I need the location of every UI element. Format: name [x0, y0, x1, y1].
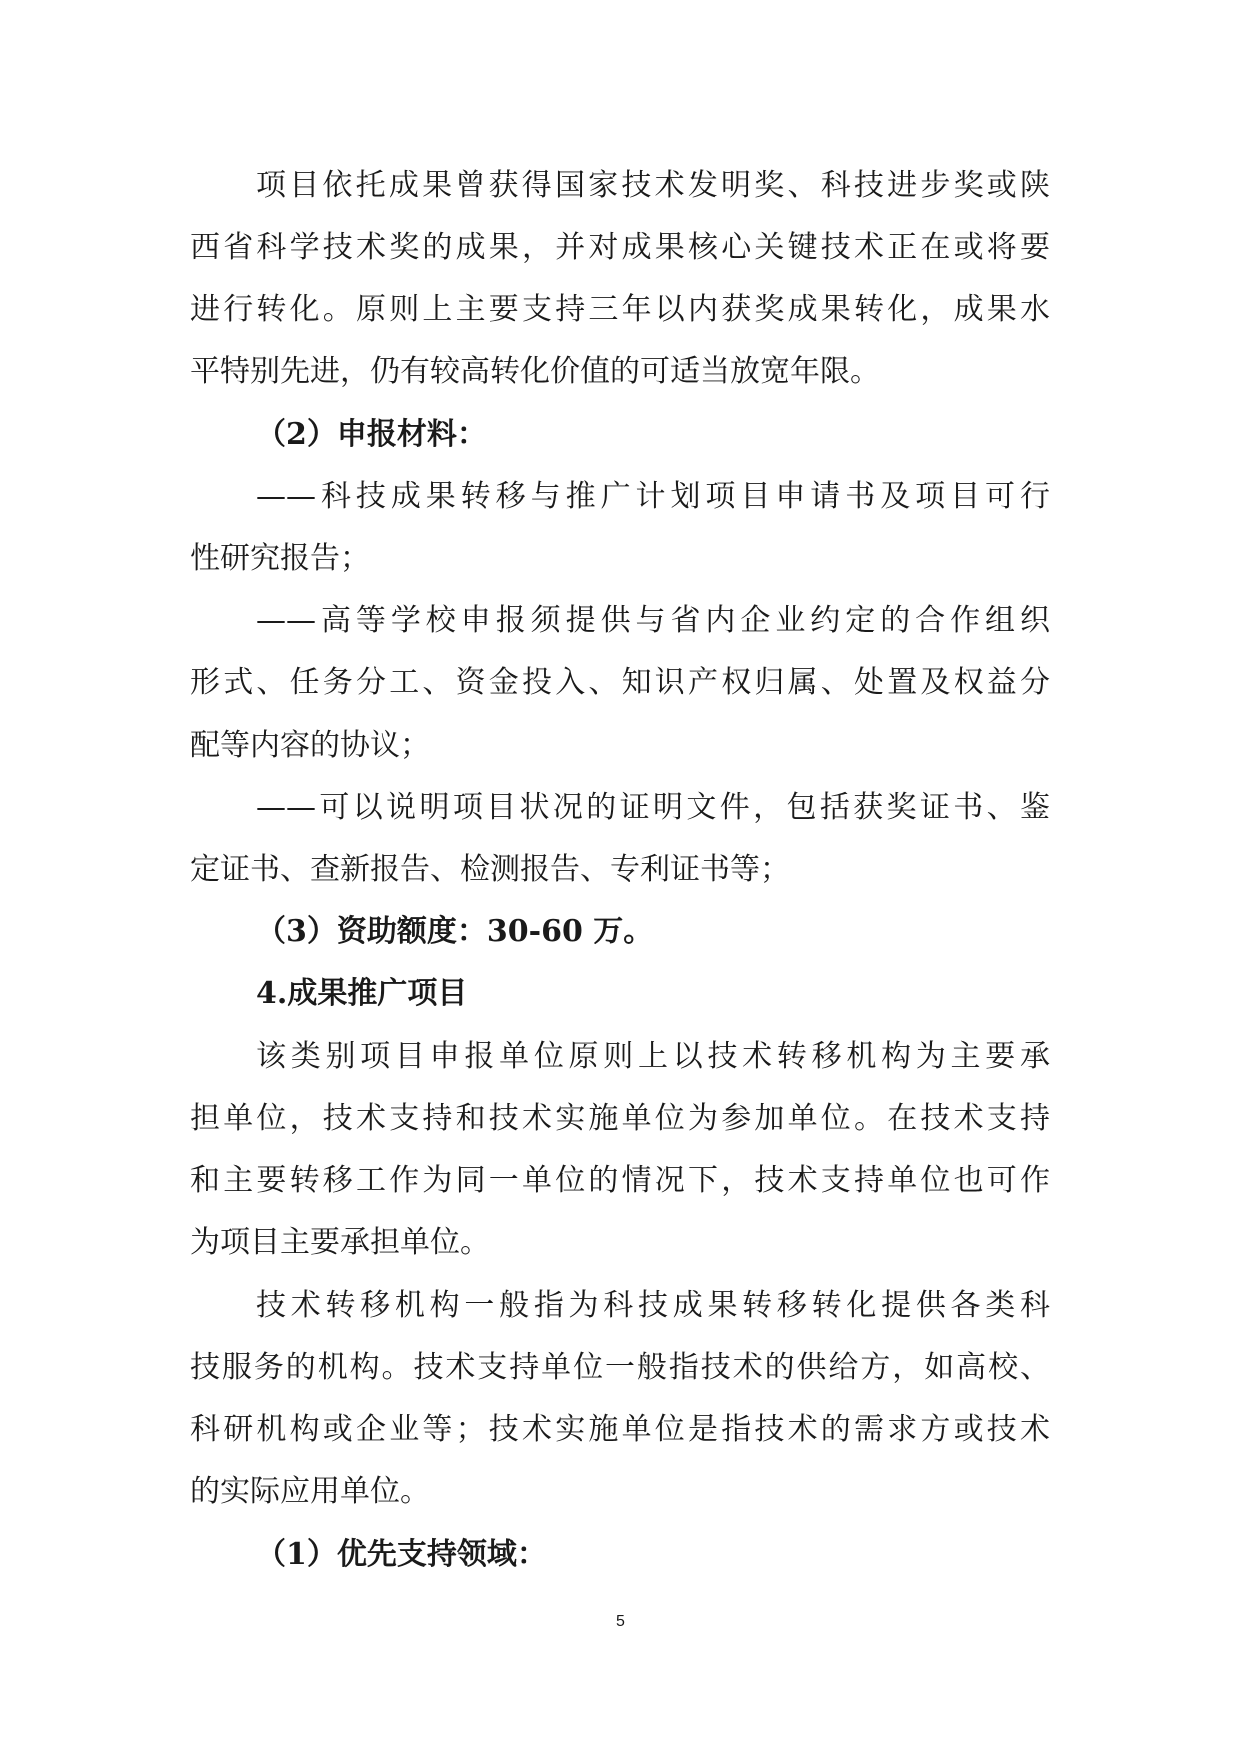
paragraph-line: 形式、任务分工、资金投入、知识产权归属、处置及权益分 — [190, 665, 1050, 700]
paragraph-line: ——高等学校申报须提供与省内企业约定的合作组织 — [256, 603, 1050, 638]
page-number: 5 — [616, 1613, 625, 1630]
paragraph-line: 科研机构或企业等；技术实施单位是指技术的需求方或技术 — [190, 1412, 1050, 1447]
paragraph-line: 的实际应用单位。 — [190, 1474, 430, 1509]
paragraph-line: 平特别先进，仍有较高转化价值的可适当放宽年限。 — [190, 354, 880, 389]
paragraph-line: 进行转化。原则上主要支持三年以内获奖成果转化，成果水 — [190, 292, 1050, 327]
paragraph-line: 担单位，技术支持和技术实施单位为参加单位。在技术支持 — [190, 1101, 1050, 1136]
paragraph-line: 和主要转移工作为同一单位的情况下，技术支持单位也可作 — [190, 1163, 1050, 1198]
paragraph-line: 技服务的机构。技术支持单位一般指技术的供给方，如高校、 — [190, 1350, 1050, 1385]
paragraph-line: 该类别项目申报单位原则上以技术转移机构为主要承 — [256, 1039, 1050, 1074]
paragraph-line: 定证书、查新报告、检测报告、专利证书等； — [190, 852, 790, 887]
paragraph-line: 配等内容的协议； — [190, 728, 430, 763]
paragraph-line: ——可以说明项目状况的证明文件，包括获奖证书、鉴 — [256, 790, 1050, 825]
paragraph-line: 为项目主要承担单位。 — [190, 1225, 490, 1260]
section-heading: 4.成果推广项目 — [256, 976, 468, 1011]
section-heading: （3）资助额度：30-60 万。 — [256, 914, 654, 949]
paragraph-line: 性研究报告； — [190, 541, 370, 576]
section-heading: （2）申报材料： — [256, 417, 487, 452]
paragraph-line: 技术转移机构一般指为科技成果转移转化提供各类科 — [256, 1288, 1050, 1323]
paragraph-line: 西省科学技术奖的成果，并对成果核心关键技术正在或将要 — [190, 230, 1050, 265]
section-heading: （1）优先支持领域： — [256, 1537, 547, 1572]
paragraph-line: 项目依托成果曾获得国家技术发明奖、科技进步奖或陕 — [256, 168, 1050, 203]
paragraph-line: ——科技成果转移与推广计划项目申请书及项目可行 — [256, 479, 1050, 514]
